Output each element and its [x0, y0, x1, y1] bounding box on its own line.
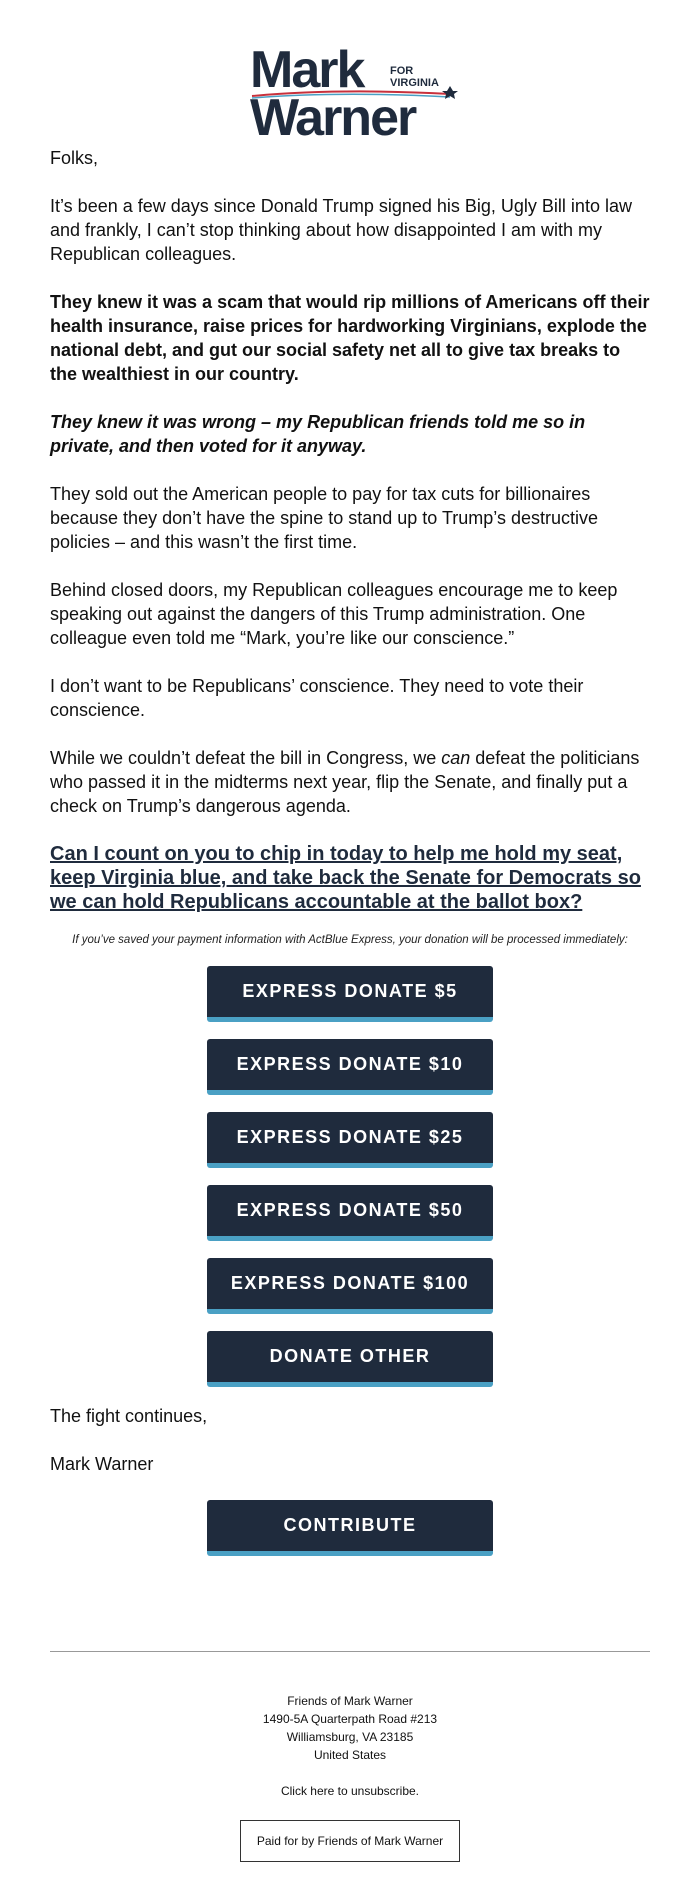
express-donate-10-button[interactable]: EXPRESS DONATE $10 [207, 1039, 493, 1095]
signature: Mark Warner [50, 1454, 154, 1474]
paragraph-3-bold-italic: They knew it was wrong – my Republican friends told me so in private, and then voted for it anyway. [50, 412, 586, 456]
paragraph-7 [50, 746, 650, 818]
donation-cta-link[interactable]: Can I count on you to chip in today to help me hold my seat, keep Virginia blue, and take back the Senate for Democrats so we can hold Republicans accountable at the ballot box? [50, 843, 641, 913]
express-donate-5-button[interactable]: EXPRESS DONATE $5 [207, 966, 493, 1022]
logo-lockup [250, 41, 470, 147]
footer-divider [50, 1651, 650, 1652]
paragraph-4: They sold out the American people to pay for tax cuts for billionaires because they don’t have the spine to stand up to Trump’s destructive policies – and this wasn’t the first time. [50, 484, 599, 552]
contribute-row [50, 1500, 650, 1573]
greeting: Folks, [50, 148, 99, 168]
paragraph-5: Behind closed doors, my Republican colleagues encourage me to keep speaking out against the dangers of this Trump administration. One colleague even told me “Mark, you’re like our conscience.” [50, 580, 618, 648]
paragraph-7-end: defeat the politicians who passed it in the midterms next year, flip the Senate, and finally put a check on Trump’s dangerous agenda. [50, 748, 640, 816]
paragraph-7-start: While we couldn’t defeat the bill in Congress, we [50, 748, 442, 768]
paragraph-1: It’s been a few days since Donald Trump signed his Big, Ugly Bill into law and frankly, I can’t stop thinking about how disappointed I am with my Republican colleagues. [50, 196, 632, 264]
donate-other-button[interactable]: DONATE OTHER [207, 1331, 493, 1387]
campaign-logo [50, 0, 650, 146]
footer-country: United States [313, 1748, 387, 1762]
logo-name-bottom: Warner [250, 89, 416, 147]
footer-address-line-2: Williamsburg, VA 23185 [286, 1730, 414, 1744]
footer-org: Friends of Mark Warner [287, 1694, 413, 1708]
paragraph-2-bold: They knew it was a scam that would rip millions of Americans off their health insurance, raise prices for hardworking Virginians, explode the national debt, and gut our social safety net all to give tax breaks to the wealthiest in our country. [50, 292, 650, 384]
logo-state-text: VIRGINIA [390, 77, 439, 89]
contribute-button[interactable]: CONTRIBUTE [207, 1500, 493, 1556]
closing-line: The fight continues, [50, 1406, 208, 1426]
footer [50, 1692, 650, 1862]
paid-for-disclaimer: Paid for by Friends of Mark Warner [240, 1820, 460, 1862]
express-donate-100-button[interactable]: EXPRESS DONATE $100 [207, 1258, 493, 1314]
express-donate-50-button[interactable]: EXPRESS DONATE $50 [207, 1185, 493, 1241]
donate-buttons [50, 966, 650, 1404]
logo-for-text: FOR [390, 65, 414, 77]
footer-address-line-1: 1490-5A Quarterpath Road #213 [262, 1712, 438, 1726]
express-donate-25-button[interactable]: EXPRESS DONATE $25 [207, 1112, 493, 1168]
logo-name-top: Mark [250, 41, 364, 99]
paragraph-7-emphasis: can [441, 748, 471, 768]
unsubscribe-link[interactable]: Click here to unsubscribe. [280, 1784, 420, 1798]
express-note: If you’ve saved your payment information with ActBlue Express, your donation will be processed immediately: [72, 934, 628, 946]
paragraph-6: I don’t want to be Republicans’ conscience. They need to vote their conscience. [50, 676, 584, 720]
